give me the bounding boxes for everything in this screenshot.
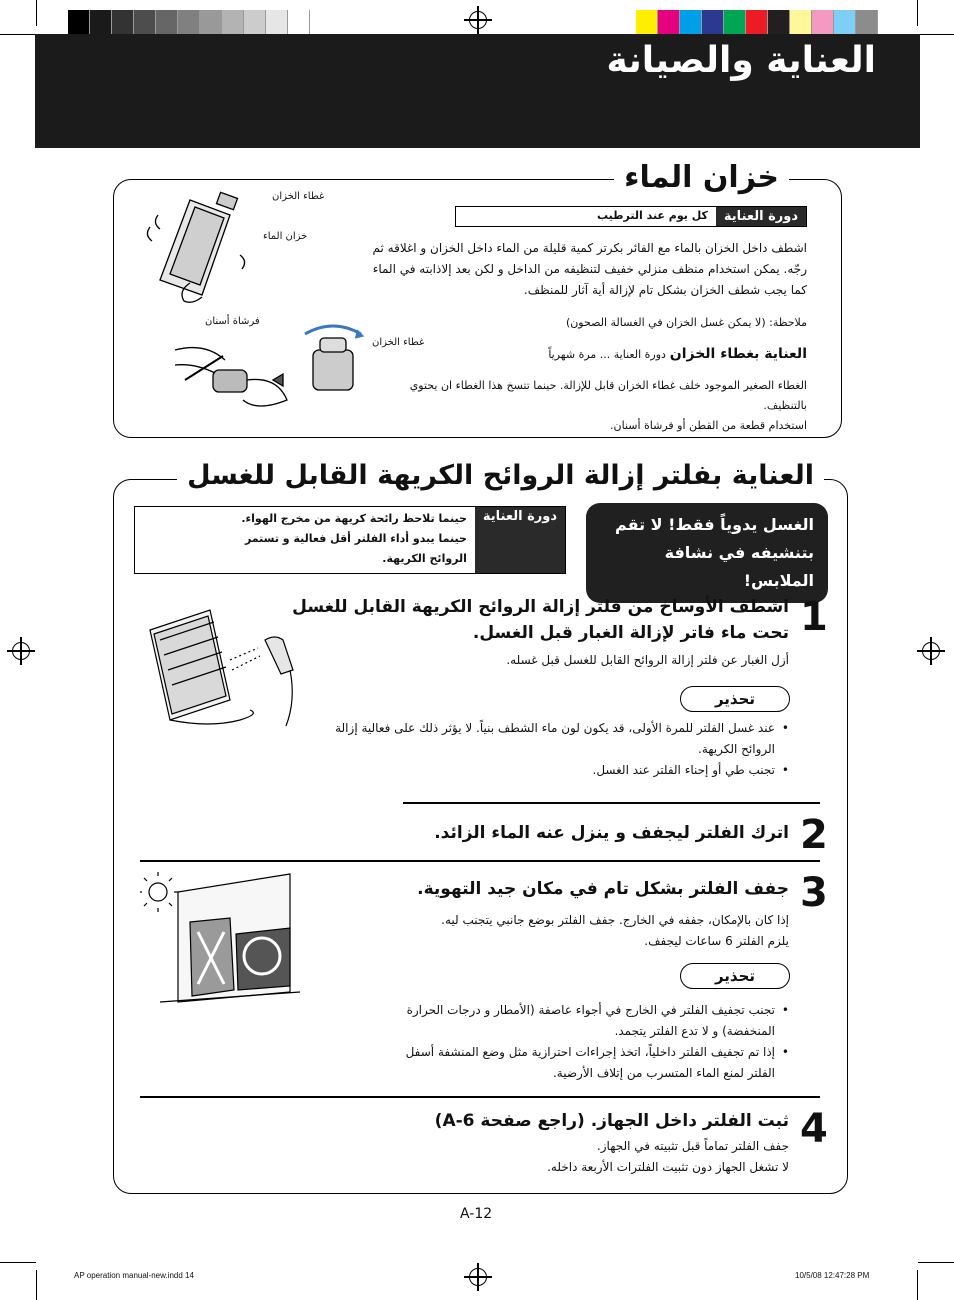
crop-mark [917,1270,918,1300]
text-line: اشطف داخل الخزان بالماء مع الفائر بكرتر كمية قليلة من الماء داخل الخزان و اغلاقه ثم [372,241,807,255]
color-swatch [266,10,288,34]
color-swatch [790,10,812,34]
color-swatch [812,10,834,34]
warning-label: تحذير [680,963,790,989]
color-swatch [112,10,134,34]
text-line: حينما يبدو أداء الفلتر أقل فعالية و تستمر [244,532,467,545]
dry-filter-illustration [140,872,310,1012]
color-swatch [68,10,90,34]
frequency-value: كل يوم عند الترطيب [597,209,708,222]
registration-mark-bottom [469,1268,487,1286]
text-line: كما يجب شطف الخزان بشكل تام لإزالة أية آثار للمنظف. [523,283,807,297]
text-line: الغسل يدوياً فقط! لا تقم [615,515,814,534]
list-item: • عند غسل الفلتر للمرة الأولى، قد يكون لون ماء الشطف بنياً. لا يؤثر ذلك على فعالية إزالة الروائح الكريهة. [319,718,789,760]
text-line: استخدام قطعة من القطن أو فرشاة أسنان. [610,419,807,432]
text-line: الروائح الكريهة. [382,552,467,565]
water-tank-title: خزان الماء [614,160,789,195]
color-swatch [90,10,112,34]
frequency-label: دورة العناية [475,507,565,573]
color-swatch [746,10,768,34]
text-line: بتنشيفه في نشافة الملابس! [664,543,814,590]
crop-mark [918,34,954,35]
step-title: اترك الفلتر ليجفف و ينزل عنه الماء الزائد. [434,823,789,843]
text-line: رجّه. يمكن استخدام منظف منزلي خفيف لتنظيفه من الداخل و لكن بعد إلاذابته في الماء [372,262,807,276]
color-swatch [156,10,178,34]
step-number: 2 [800,812,828,858]
cap-care-text [367,376,807,436]
text-line: حينما تلاحظ رائحة كريهة من مخرج الهواء. [241,512,467,525]
text-line: لا تشغل الجهاز دون تثبيت الفلترات الأربعة داخله. [547,1160,789,1174]
warning-list [399,1000,789,1084]
list-item: • إذا تم تجفيف الفلتر داخلياً، اتخذ إجراءات احترازية مثل وضع المنشفة أسفل الفلتر لمنع الماء المتسرب من إتلاف الأرضية. [399,1042,789,1084]
registration-mark-right [922,642,940,660]
crop-mark [0,1262,36,1263]
color-swatch [222,10,244,34]
color-swatch [856,10,878,34]
list-item: • تجنب طي أو إحناء الفلتر عند الغسل. [319,760,789,781]
page-number: A-12 [460,1206,493,1222]
hand-wash-warning [586,503,828,603]
frequency-value [233,507,475,571]
water-tank-illustration [140,185,280,305]
footer-date: 10/5/08 12:47:28 PM [795,1271,870,1280]
step-title: ثبت الفلتر داخل الجهاز. (راجع صفحة A-6) [434,1111,789,1131]
color-swatch [244,10,266,34]
water-tank-label: خزان الماء [263,231,308,242]
step-text: أزل الغبار عن فلتر إزالة الروائح القابل للغسل قبل غسله. [506,653,789,667]
frequency-label: دورة العناية [716,207,806,226]
color-swatch-bar [636,10,878,34]
tank-note: ملاحظة: (لا يمكن غسل الخزان في الغسالة الصحون) [565,316,807,329]
text-line: اشطف الأوساخ من فلتر إزالة الروائح الكريهة القابل للغسل [292,597,789,617]
cap-care-heading: العناية بغطاء الخزان [669,346,807,362]
crop-mark [0,34,36,35]
crop-mark [917,0,918,26]
footer-file-info: AP operation manual-new.indd 14 [74,1271,194,1280]
text-line: جفف الفلتر تماماً قبل تثبيته في الجهاز. [596,1139,789,1153]
tank-frequency-badge [455,206,807,227]
color-swatch [768,10,790,34]
text-line: الغطاء الصغير الموجود خلف غطاء الخزان قابل للإزالة. حينما تتسخ هذا الغطاء ان يحتوي بالتنظيف. [409,379,807,412]
divider [140,860,820,862]
color-swatch [178,10,200,34]
color-swatch [834,10,856,34]
color-swatch [702,10,724,34]
color-swatch [680,10,702,34]
cap-cleaning-illustration [165,320,385,430]
list-item: • تجنب تجفيف الفلتر في الخارج في أجواء عاصفة (الأمطار و درجات الحرارة المنخفضة) و لا تدع الفلتر يتجمد. [399,1000,789,1042]
color-swatch [134,10,156,34]
color-swatch [636,10,658,34]
crop-mark [918,1262,954,1263]
cap-care-frequency: دورة العناية ... مرة شهرياً [548,348,666,361]
color-swatch [724,10,746,34]
warning-list [319,718,789,781]
step-text [289,1136,789,1178]
rinse-filter-illustration [140,600,310,730]
step-number: 3 [800,870,828,916]
tank-cap-label: غطاء الخزان [272,191,325,202]
crop-mark [36,0,37,26]
page-title: العناية والصيانة [606,40,876,81]
registration-mark-top [469,11,487,29]
toothbrush-label: فرشاة أسنان [205,316,260,327]
text-line: تحت ماء فاتر لإزالة الغبار قبل الغسل. [472,623,789,643]
tank-instructions [307,238,807,301]
text-line: إذا كان بالإمكان، جففه في الخارج. جفف الفلتر بوضع جانبي يتجنب ليه. [441,913,789,927]
color-swatch [658,10,680,34]
filter-frequency-badge [134,506,566,574]
warning-label: تحذير [680,686,790,712]
cap-label: غطاء الخزان [372,337,425,348]
color-swatch [200,10,222,34]
step-number: 4 [800,1106,828,1152]
crop-mark [36,1270,37,1300]
text-line: يلزم الفلتر 6 ساعات ليجفف. [644,934,789,948]
grayscale-swatch-bar [68,10,310,34]
filter-care-title: العناية بفلتر إزالة الروائح الكريهة القابل للغسل [177,460,824,491]
divider [140,1096,820,1098]
step-title [269,594,789,646]
step-number: 1 [800,594,828,640]
divider [403,802,820,804]
registration-mark-left [12,642,30,660]
step-text [319,910,789,952]
color-swatch [288,10,310,34]
step-title: جفف الفلتر بشكل تام في مكان جيد التهوية. [417,879,789,899]
cap-care-line [367,346,807,362]
